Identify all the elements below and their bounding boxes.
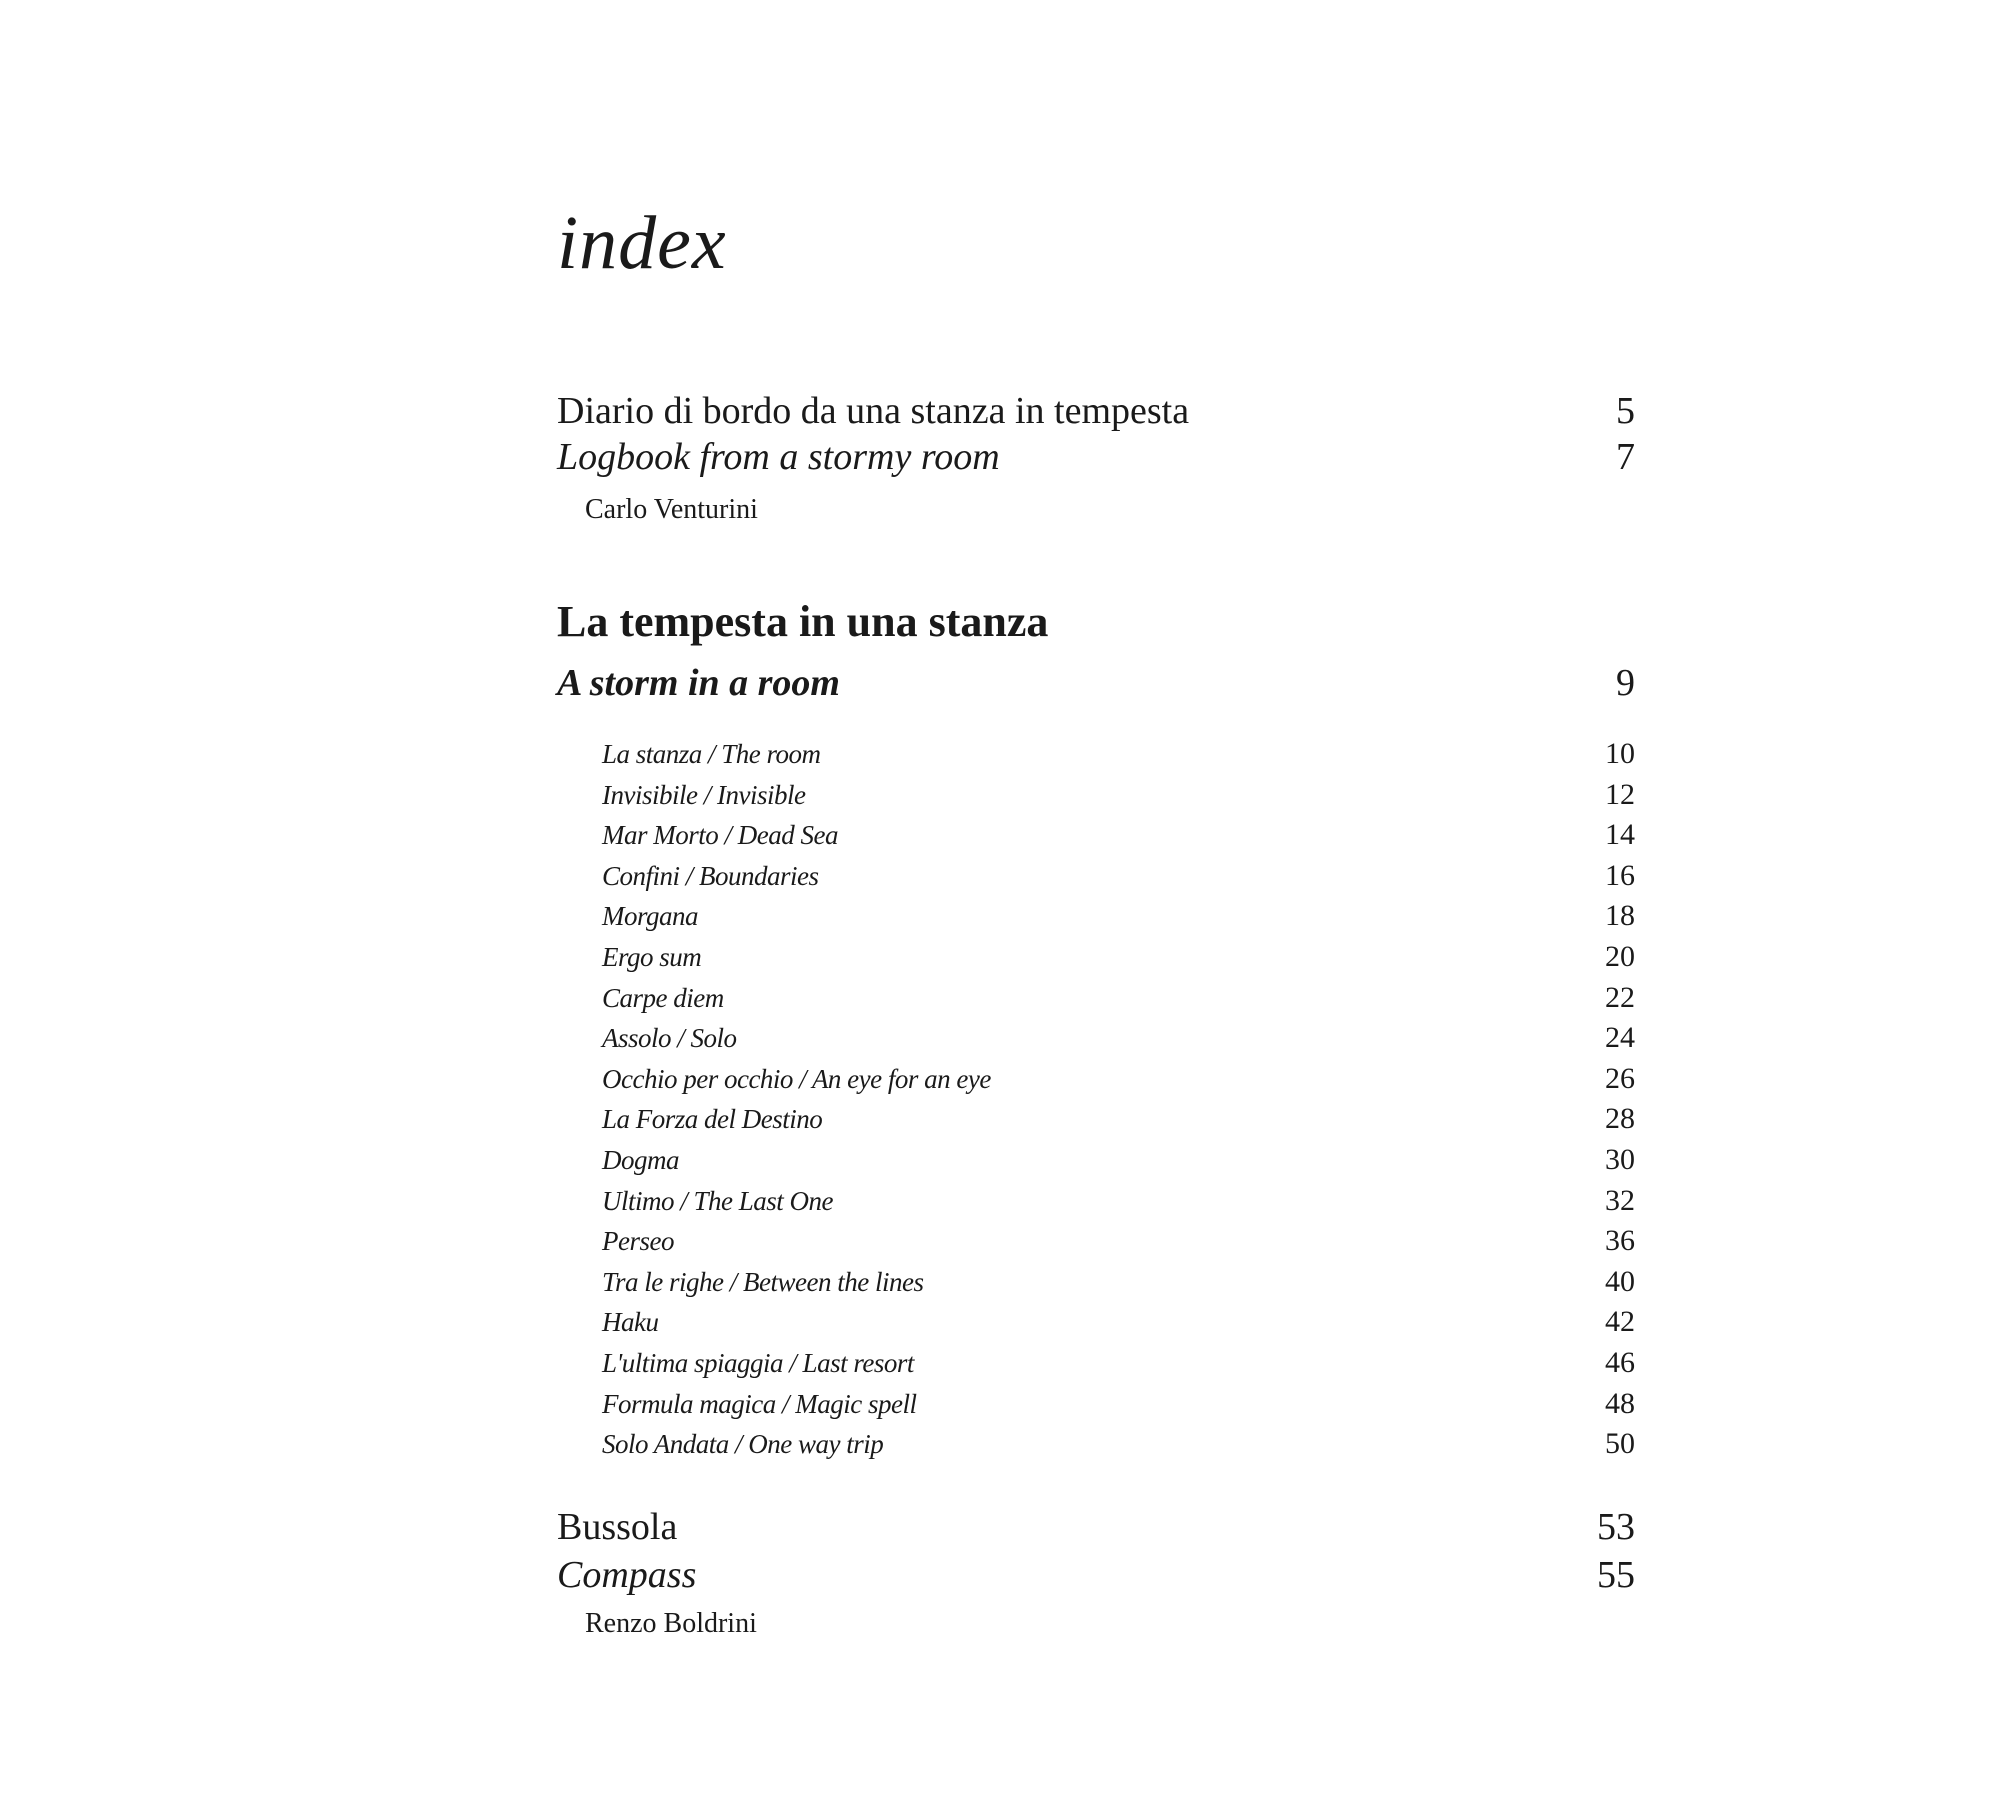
toc-item-title: Dogma: [602, 1144, 679, 1175]
toc-item[interactable]: [602, 1387, 1635, 1428]
toc-item[interactable]: [602, 818, 1635, 859]
toc-entry-author: Renzo Boldrini: [585, 1608, 757, 1639]
toc-item-title: Confini / Boundaries: [602, 860, 819, 891]
toc-entry-title: Logbook from a stormy room: [557, 436, 1000, 478]
toc-entry-page: 7: [1616, 436, 1635, 478]
toc-item[interactable]: [602, 1102, 1635, 1143]
toc-entry-title: Bussola: [557, 1506, 678, 1548]
toc-item-page: 20: [1605, 939, 1635, 973]
toc-item[interactable]: [602, 859, 1635, 900]
toc-entry-page: 5: [1616, 390, 1635, 432]
toc-item-title: Solo Andata / One way trip: [602, 1429, 884, 1460]
toc-item-page: 50: [1605, 1427, 1635, 1461]
toc-entry-section[interactable]: [557, 664, 1635, 702]
toc-item-title: L'ultima spiaggia / Last resort: [602, 1347, 914, 1378]
toc-item-page: 18: [1605, 899, 1635, 933]
toc-item-page: 30: [1605, 1142, 1635, 1176]
toc-item[interactable]: [602, 981, 1635, 1022]
toc-entry-page: 9: [1616, 662, 1635, 704]
toc-entry-intro-it[interactable]: [557, 392, 1635, 430]
toc-entry-title: Diario di bordo da una stanza in tempesta: [557, 390, 1190, 432]
toc-entry-page: 53: [1597, 1506, 1635, 1548]
toc-item-page: 28: [1605, 1102, 1635, 1136]
toc-item-page: 36: [1605, 1224, 1635, 1258]
toc-item-title: La Forza del Destino: [602, 1104, 823, 1135]
toc-item[interactable]: [602, 1265, 1635, 1306]
toc-item-title: Carpe diem: [602, 982, 724, 1013]
toc-item[interactable]: [602, 1427, 1635, 1468]
toc-item-title: Ergo sum: [602, 941, 702, 972]
toc-entry-author: Carlo Venturini: [585, 494, 758, 525]
toc-item-title: Invisibile / Invisible: [602, 779, 806, 810]
toc-entry-page: 55: [1597, 1554, 1635, 1596]
toc-item-page: 10: [1605, 737, 1635, 770]
toc-item-page: 42: [1605, 1305, 1635, 1339]
toc-item[interactable]: [602, 1143, 1635, 1184]
toc-item-title: Haku: [602, 1307, 659, 1338]
toc-item-page: 48: [1605, 1386, 1635, 1420]
toc-item[interactable]: [602, 778, 1635, 819]
toc-item-page: 24: [1605, 1021, 1635, 1055]
toc-item[interactable]: [602, 1021, 1635, 1062]
toc-item[interactable]: [602, 940, 1635, 981]
toc-entry-intro-en[interactable]: [557, 438, 1635, 476]
toc-item[interactable]: [602, 737, 1635, 778]
toc-item-page: 22: [1605, 980, 1635, 1014]
toc-item-title: Tra le righe / Between the lines: [602, 1266, 924, 1297]
toc-item-title: La stanza / The room: [602, 739, 821, 769]
toc-item[interactable]: [602, 899, 1635, 940]
toc-entry-title: Compass: [557, 1554, 697, 1596]
toc-item-title: Morgana: [602, 901, 698, 932]
toc-entry-outro-it[interactable]: [557, 1508, 1635, 1546]
toc-item-title: Occhio per occhio / An eye for an eye: [602, 1063, 991, 1094]
toc-item[interactable]: [602, 1062, 1635, 1103]
toc-item-page: 26: [1605, 1061, 1635, 1095]
toc-item[interactable]: [602, 1346, 1635, 1387]
section-subtitle: A storm in a room: [557, 662, 840, 704]
toc-item-title: Formula magica / Magic spell: [602, 1388, 917, 1419]
toc-item-page: 12: [1605, 777, 1635, 811]
toc-item-page: 32: [1605, 1183, 1635, 1217]
toc-item[interactable]: [602, 1224, 1635, 1265]
toc-item-page: 16: [1605, 858, 1635, 892]
toc-item[interactable]: [602, 1305, 1635, 1346]
toc-item-page: 40: [1605, 1264, 1635, 1298]
toc-item-page: 46: [1605, 1345, 1635, 1379]
page-title: index: [557, 201, 727, 285]
toc-item-title: Perseo: [602, 1226, 674, 1257]
toc-entry-outro-en[interactable]: [557, 1556, 1635, 1594]
section-title: La tempesta in una stanza: [557, 597, 1049, 646]
toc-item-title: Assolo / Solo: [602, 1023, 737, 1054]
toc-item[interactable]: [602, 1184, 1635, 1225]
toc-item-title: Mar Morto / Dead Sea: [602, 820, 838, 851]
toc-item-list: [602, 737, 1635, 1468]
toc-item-page: 14: [1605, 818, 1635, 852]
toc-item-title: Ultimo / The Last One: [602, 1185, 834, 1216]
